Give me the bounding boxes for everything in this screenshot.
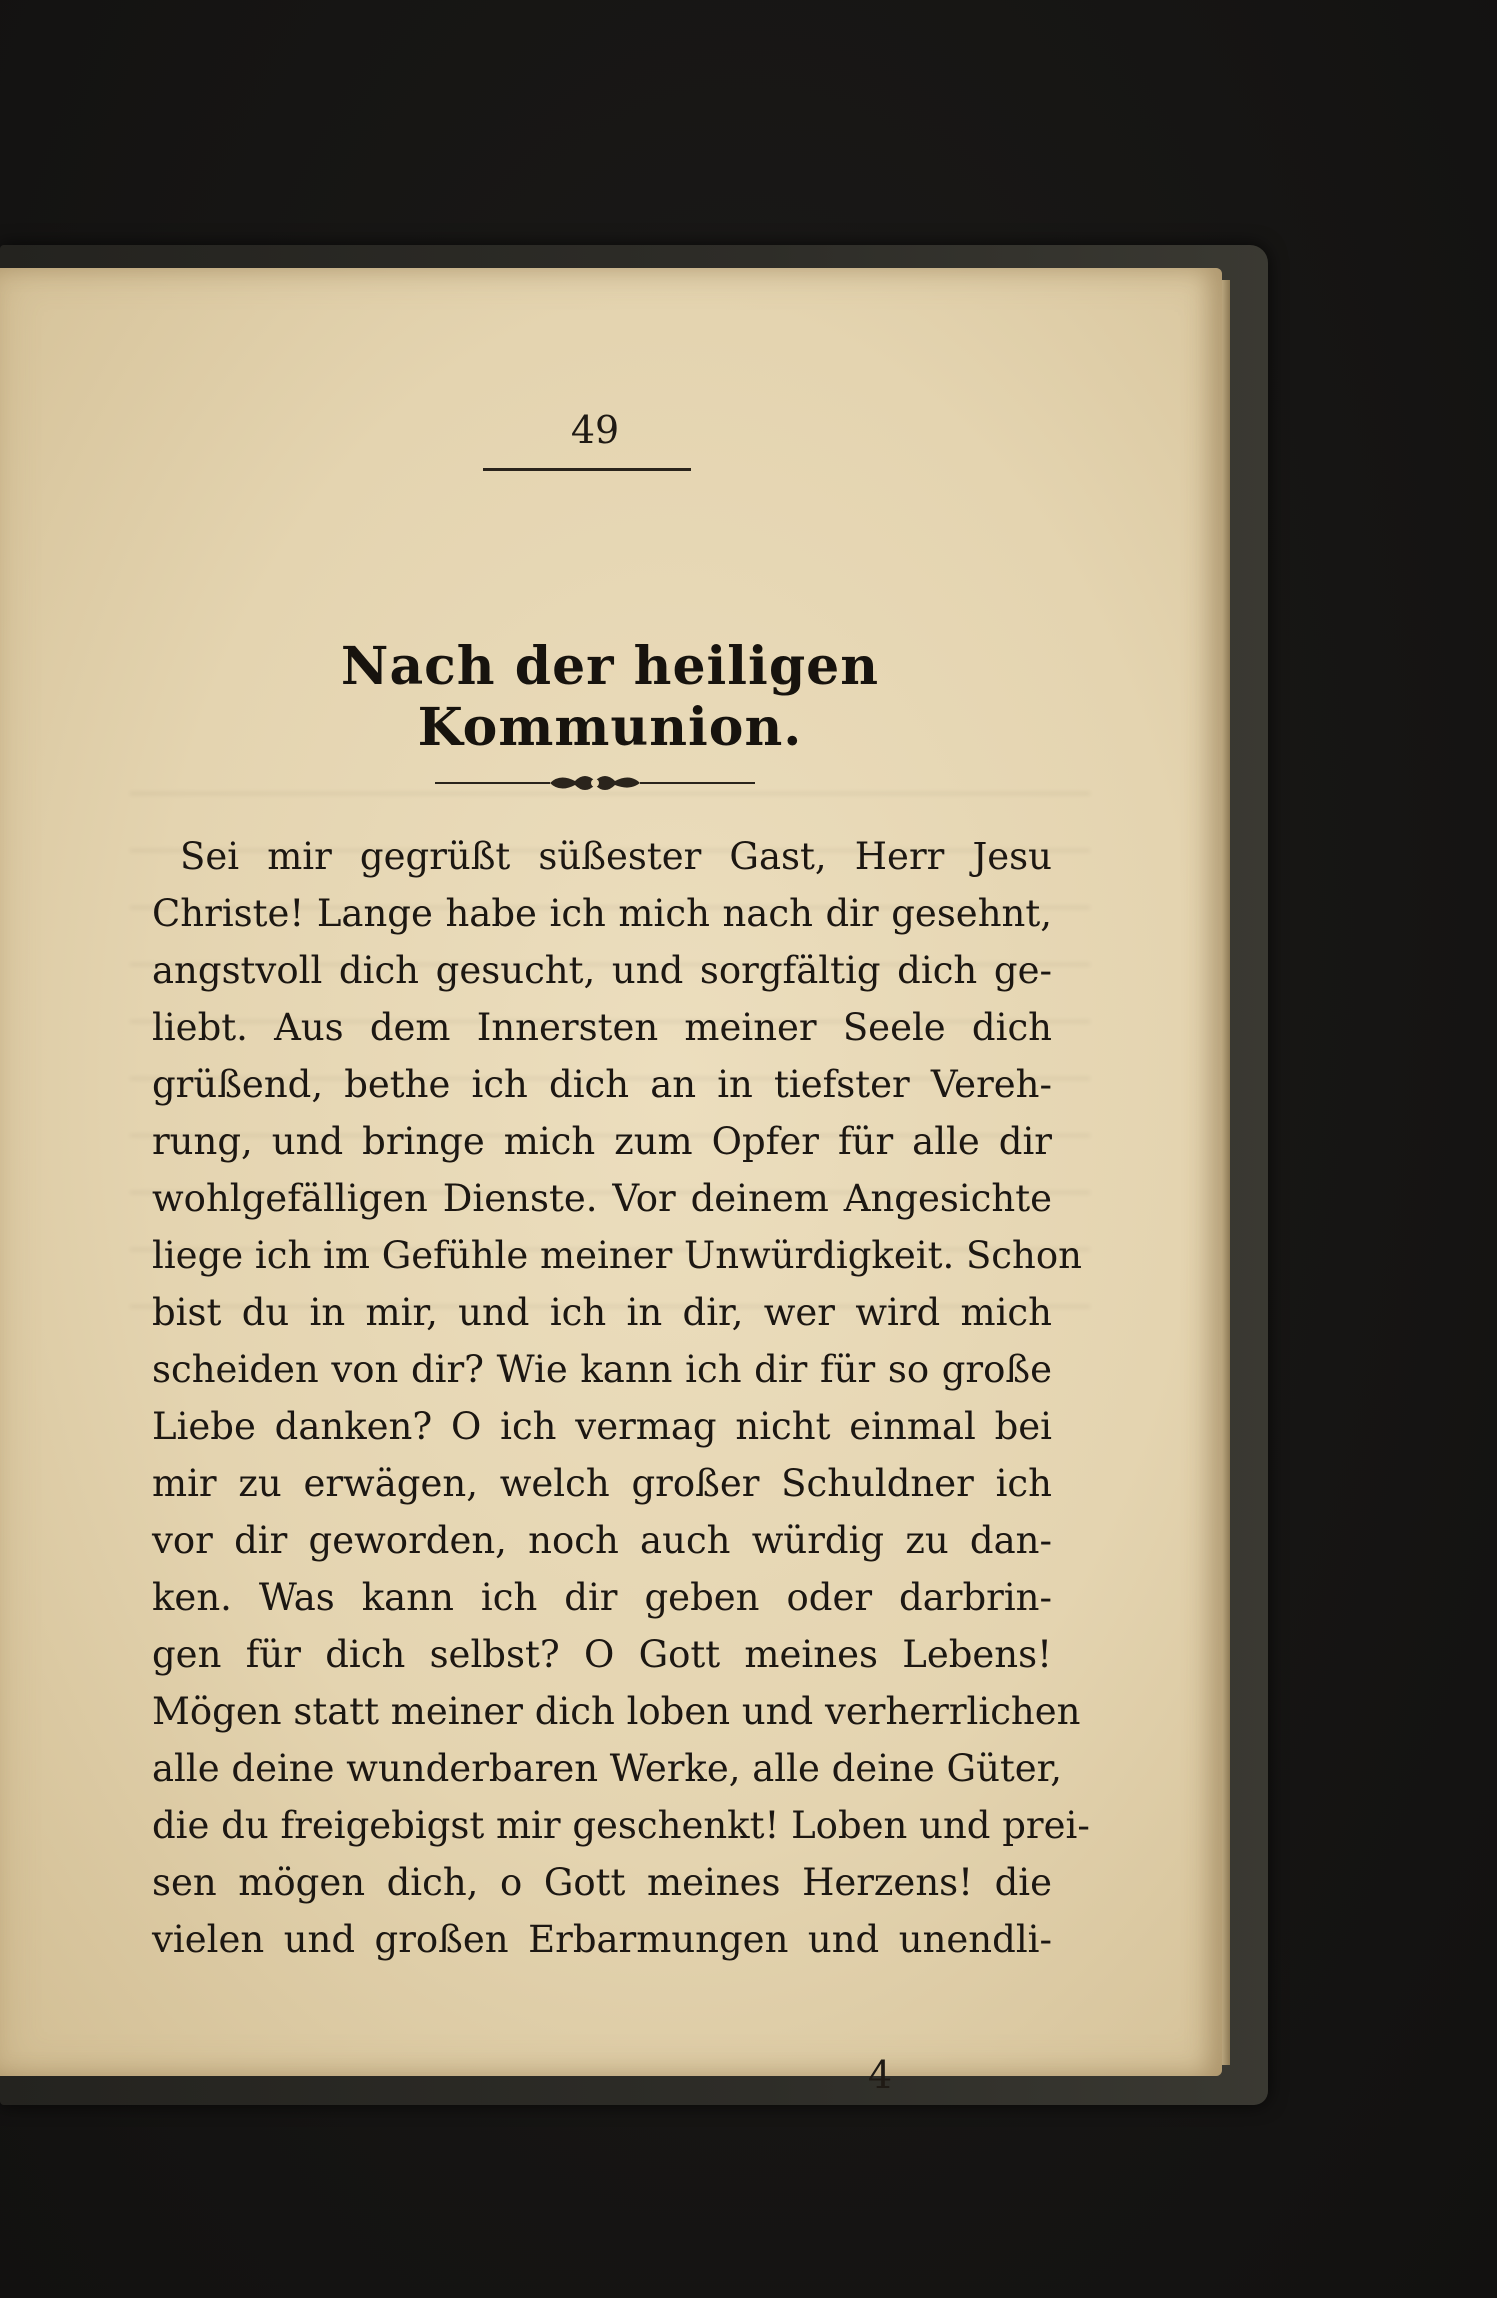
header-rule	[483, 468, 691, 471]
text-line: alle deine wunderbaren Werke, alle deine Güter,	[152, 1747, 1063, 1790]
text-line: grüßend, bethe ich dich an in tiefster Vereh-	[152, 1063, 1052, 1106]
text-line: scheiden von dir? Wie kann ich dir für so große	[152, 1348, 1052, 1391]
text-line: wohlgefälligen Dienste. Vor deinem Angesichte	[152, 1177, 1052, 1220]
ornament-divider-icon	[435, 763, 755, 803]
text-line: ken. Was kann ich dir geben oder darbrin-	[152, 1576, 1052, 1619]
text-line: rung, und bringe mich zum Opfer für alle dir	[152, 1120, 1052, 1163]
text-line: Liebe danken? O ich vermag nicht einmal bei	[152, 1405, 1052, 1448]
signature-mark: 4	[867, 2053, 893, 2097]
text-line: die du freigebigst mir geschenkt! Loben und prei-	[152, 1804, 1090, 1847]
text-line: angstvoll dich gesucht, und sorgfältig dich ge-	[152, 949, 1052, 992]
text-line: sen mögen dich, o Gott meines Herzens! die	[152, 1861, 1052, 1904]
text-line: vor dir geworden, noch auch würdig zu dan-	[152, 1519, 1052, 1562]
page-edge	[1222, 280, 1230, 2065]
text-line: mir zu erwägen, welch großer Schuldner ich	[152, 1462, 1052, 1505]
text-line: gen für dich selbst? O Gott meines Lebens!	[152, 1633, 1052, 1676]
text-line: vielen und großen Erbarmungen und unendli-	[152, 1918, 1052, 1961]
text-line: bist du in mir, und ich in dir, wer wird mich	[152, 1291, 1052, 1334]
chapter-title: Nach der heiligen Kommunion.	[340, 636, 880, 758]
body-text	[152, 828, 1090, 1968]
page-number: 49	[570, 408, 620, 452]
text-line: Sei mir gegrüßt süßester Gast, Herr Jesu	[180, 835, 1052, 878]
text-line: liebt. Aus dem Innersten meiner Seele dich	[152, 1006, 1052, 1049]
text-line: Mögen statt meiner dich loben und verherrlichen	[152, 1690, 1081, 1733]
text-line: liege ich im Gefühle meiner Unwürdigkeit. Schon	[152, 1234, 1082, 1277]
text-line: Christe! Lange habe ich mich nach dir gesehnt,	[152, 892, 1052, 935]
book-page	[0, 268, 1222, 2097]
